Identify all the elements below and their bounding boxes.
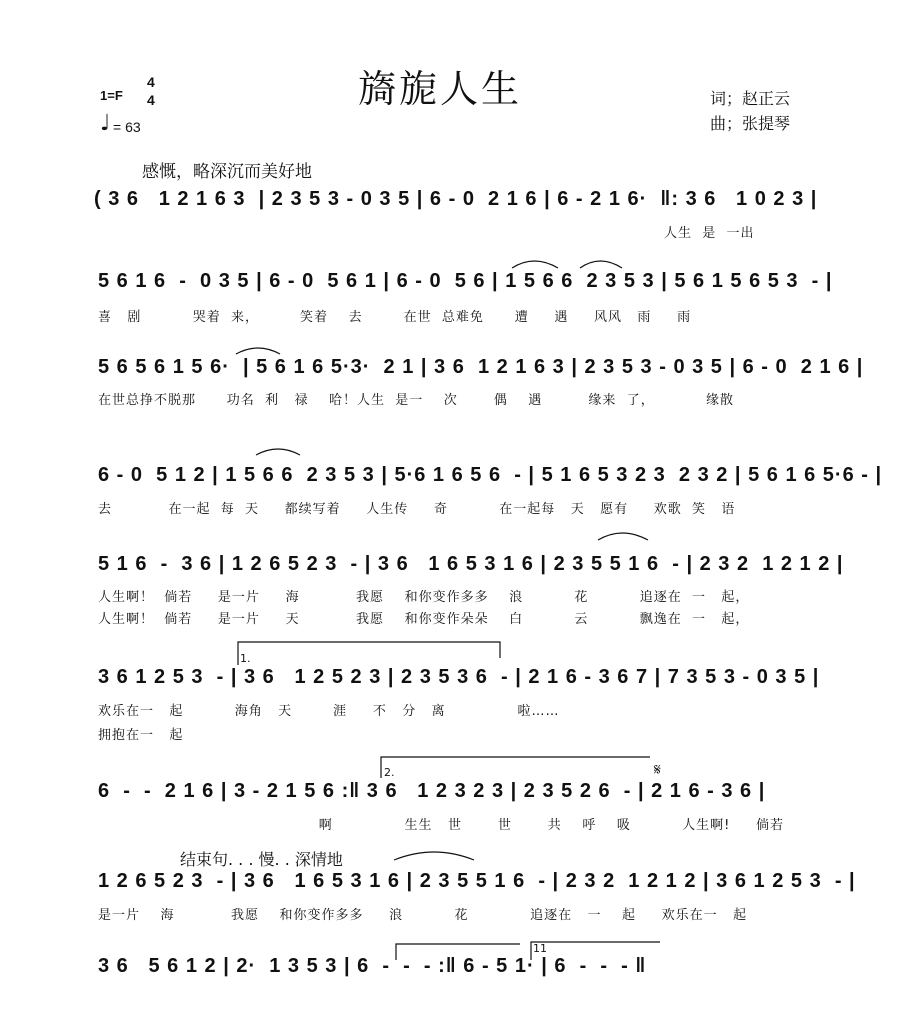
- slur-arc: [256, 449, 300, 455]
- slur-arc: [580, 261, 622, 268]
- score-row-2: 5 6 1 6 - 0 3 5 | 6 - 0 5 6 1 | 6 - 0 5 6 | 1 5 6 6 2 3 5 3 | 5 6 1 5 6 5 3 - |: [98, 270, 833, 292]
- quarter-note-icon: ♩: [100, 111, 111, 136]
- segno-icon: 𝄋: [654, 760, 661, 779]
- volta-second-alt-label: 11: [533, 942, 547, 955]
- volta-first-bracket: [238, 642, 500, 665]
- score-row-4: 6 - 0 5 1 2 | 1 5 6 6 2 3 5 3 | 5·6 1 6 5 6 - | 5 1 6 5 3 2 3 2 3 2 | 5 6 1 6 5·6 - |: [98, 464, 883, 486]
- lyric-row-8: 是一片 海 我愿 和你变作多多 浪 花 追逐在 一 起 欢乐在一 起: [98, 908, 748, 923]
- mood-marking: 感慨，略深沉而美好地: [142, 162, 312, 182]
- lyric-row-2: 喜 剧 哭着 来， 笑着 去 在世 总难免 遭 遇 风风 雨 雨: [98, 310, 692, 325]
- page-title: 旖旎人生: [358, 67, 523, 111]
- slur-arc: [598, 533, 648, 540]
- slur-arc: [394, 852, 474, 860]
- lyric-row-4: 去 在一起 每 天 都续写着 人生传 奇 在一起每 天 愿有 欢歌 笑 语: [98, 502, 736, 517]
- composer-credit: 曲；张提琴: [710, 114, 791, 133]
- lyricist-credit: 词；赵正云: [710, 89, 791, 108]
- time-signature-bottom: 4: [147, 92, 155, 108]
- slur-arc: [236, 348, 280, 354]
- lyric-row-6a: 欢乐在一 起 海角 天 涯 不 分 离 啦……: [98, 704, 560, 719]
- tempo-marking: = 63: [113, 119, 141, 135]
- lyric-row-6b: 拥抱在一 起: [98, 728, 184, 743]
- score-row-8: 1 2 6 5 2 3 - | 3 6 1 6 5 3 1 6 | 2 3 5 5 1 6 - | 2 3 2 1 2 1 2 | 3 6 1 2 5 3 - |: [98, 870, 856, 892]
- volta-final-second-bracket: [531, 942, 660, 960]
- score-row-6: 3 6 1 2 5 3 - | 3 6 1 2 5 2 3 | 2 3 5 3 6 - | 2 1 6 - 3 6 7 | 7 3 5 3 - 0 3 5 |: [98, 666, 820, 688]
- ending-mood-marking: 结束句. . . 慢. . 深情地: [180, 850, 343, 869]
- score-row-5: 5 1 6 - 3 6 | 1 2 6 5 2 3 - | 3 6 1 6 5 3 1 6 | 2 3 5 5 1 6 - | 2 3 2 1 2 1 2 |: [98, 553, 844, 575]
- score-row-7: 6 - - 2 1 6 | 3 - 2 1 5 6 :‖ 3 6 1 2 3 2 3 | 2 3 5 2 6 - | 2 1 6 - 3 6 |: [98, 780, 766, 802]
- score-row-1: ( 3 6 1 2 1 6 3 | 2 3 5 3 - 0 3 5 | 6 - 0 2 1 6 | 6 - 2 1 6· ‖: 3 6 1 0 2 3 |: [94, 188, 818, 210]
- volta-second-bracket: [381, 757, 650, 778]
- slur-arc: [512, 261, 558, 268]
- lyric-row-5a: 人生啊！ 倘若 是一片 海 我愿 和你变作多多 浪 花 追逐在 一 起，: [98, 590, 750, 605]
- time-signature-top: 4: [147, 74, 155, 90]
- volta-final-first-bracket: [396, 944, 520, 960]
- volta-first-label: 1.: [240, 652, 251, 665]
- volta-second-label: 2.: [384, 766, 395, 779]
- score-row-9: 3 6 5 6 1 2 | 2· 1 3 5 3 | 6 - - - :‖ 6 - 5 1· | 6 - - - ‖: [98, 955, 647, 977]
- key-signature: 1=F: [100, 88, 123, 103]
- lyric-row-7: 啊 生生 世 世 共 呼 吸 人生啊! 倘若: [98, 818, 785, 833]
- lyric-row-1: 人生 是 一出: [664, 226, 755, 241]
- lyric-row-3: 在世总挣不脱那 功名 利 禄 哈！人生 是一 次 偶 遇 缘来 了， 缘散: [98, 393, 735, 408]
- score-row-3: 5 6 5 6 1 5 6· | 5 6 1 6 5·3· 2 1 | 3 6 1 2 1 6 3 | 2 3 5 3 - 0 3 5 | 6 - 0 2 1 6 |: [98, 356, 864, 378]
- lyric-row-5b: 人生啊！ 倘若 是一片 天 我愿 和你变作朵朵 白 云 飘逸在 一 起，: [98, 612, 750, 627]
